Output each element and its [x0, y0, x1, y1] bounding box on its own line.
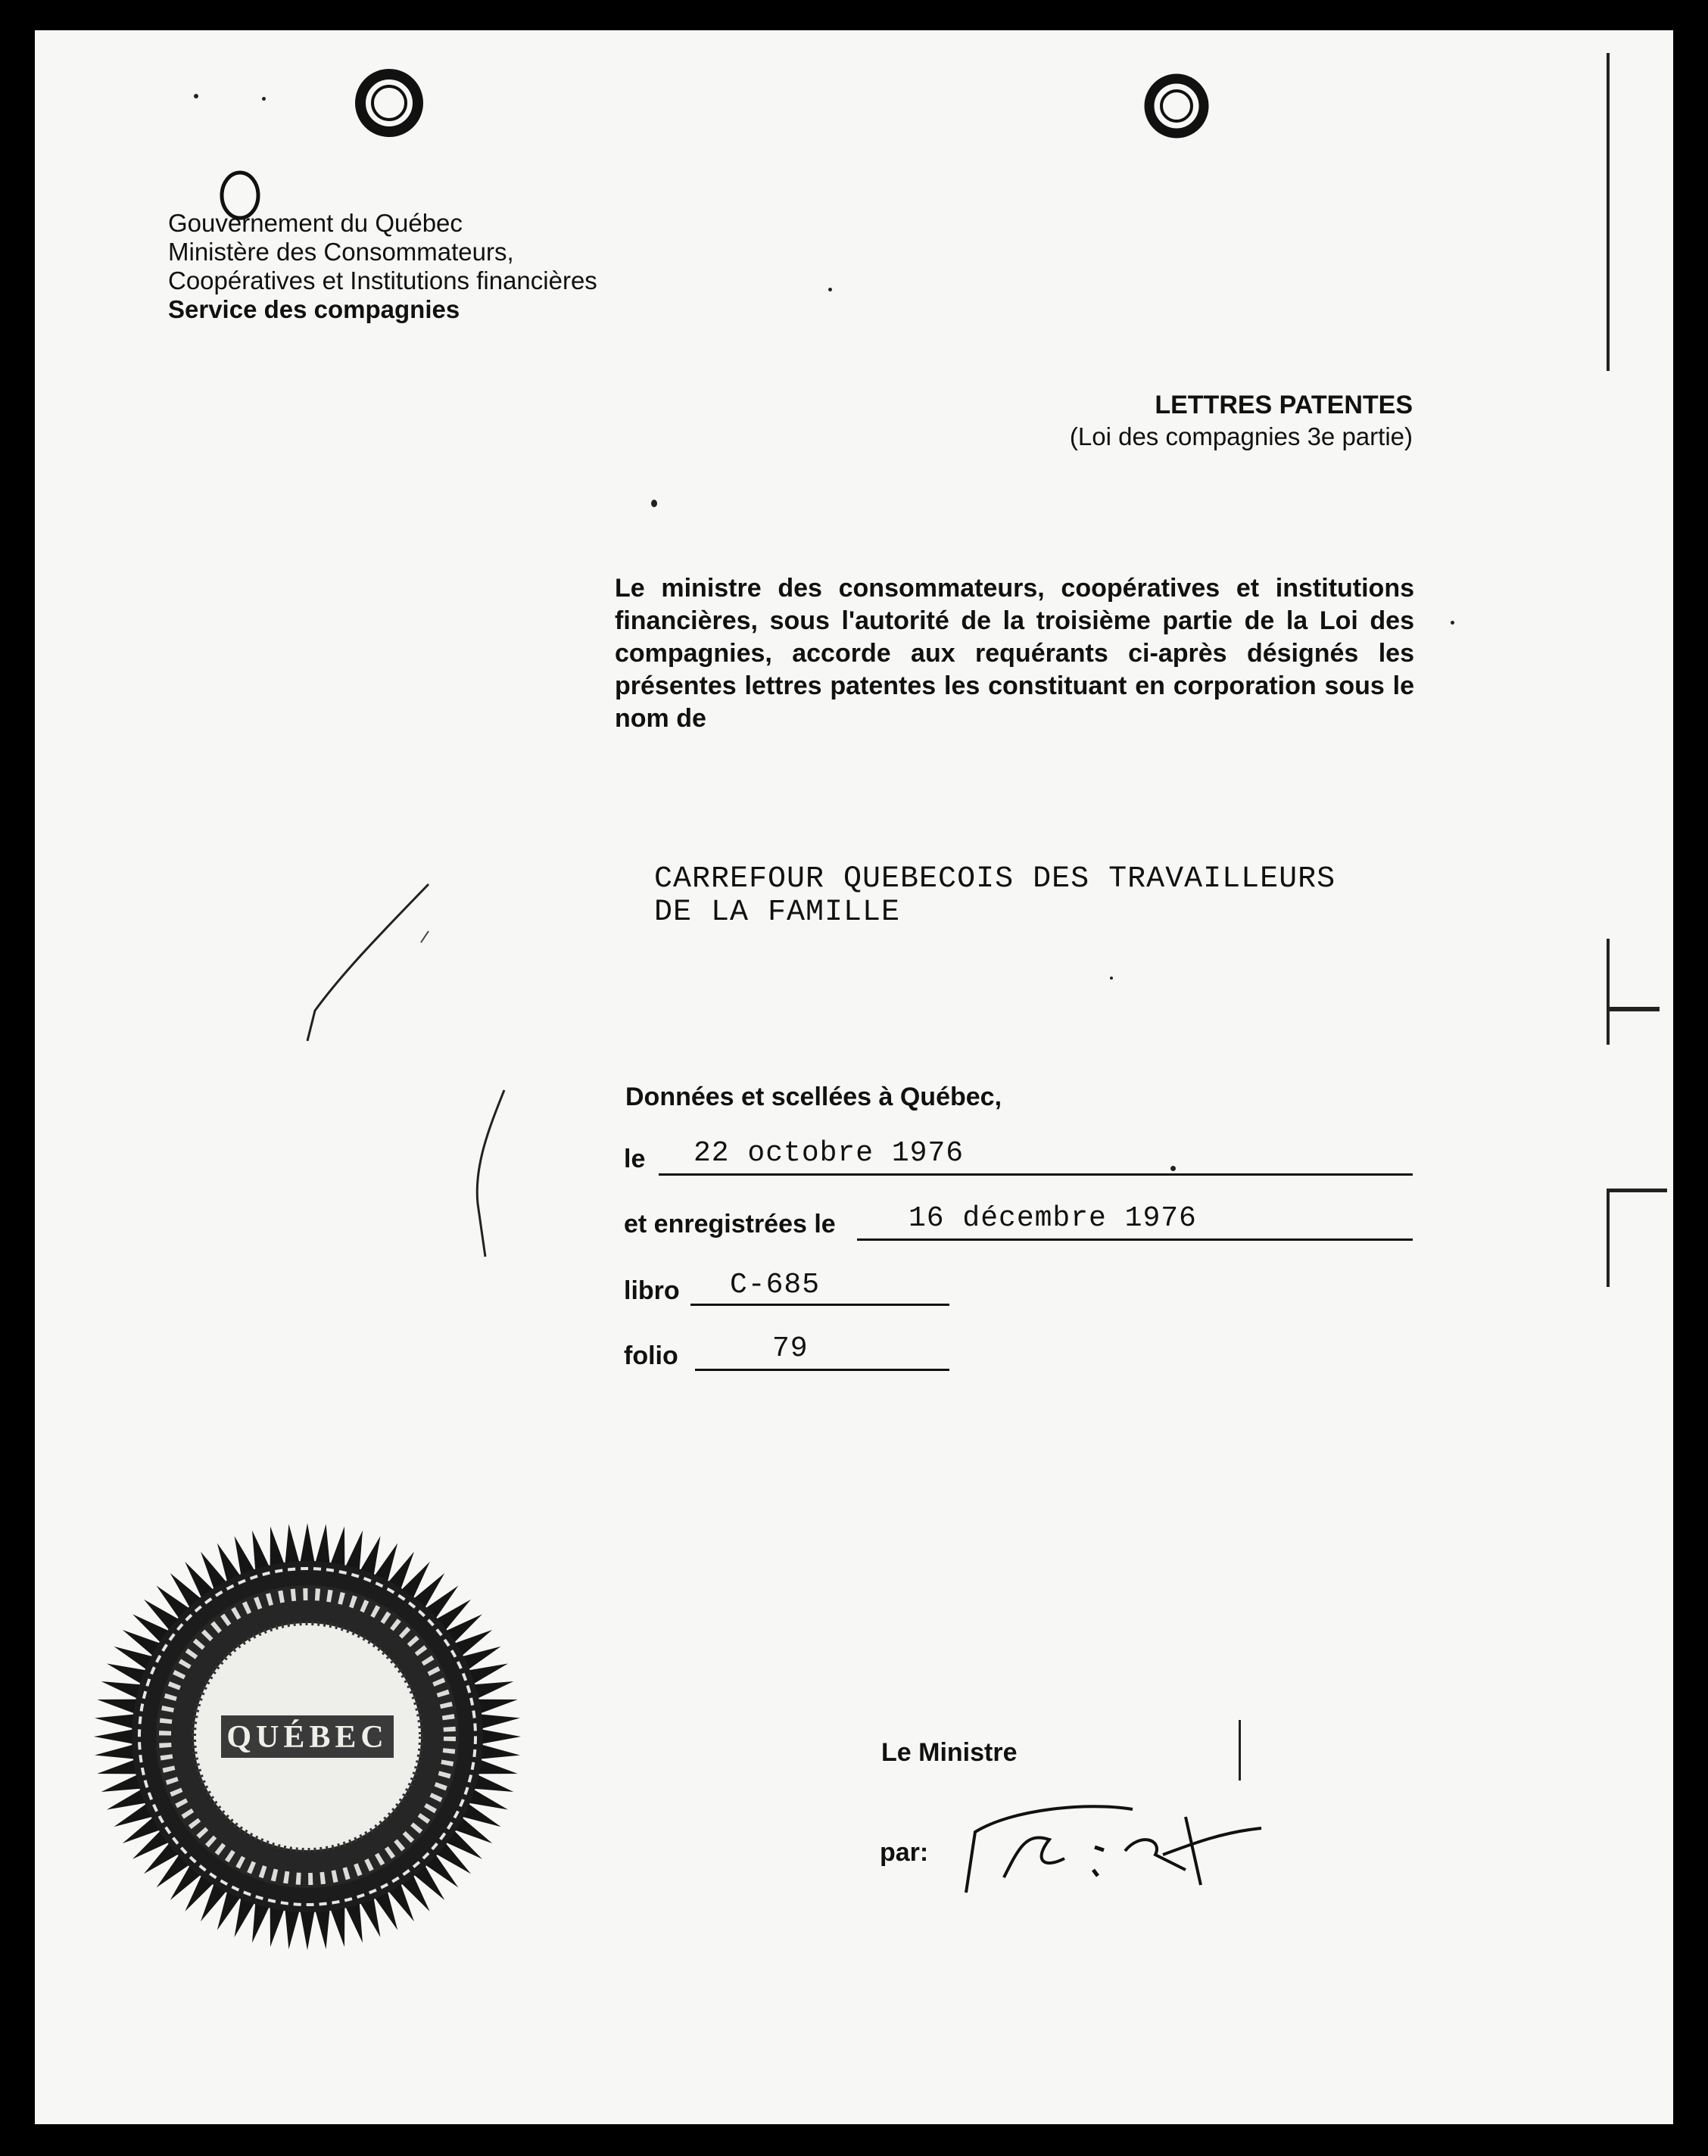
seal-tooth — [94, 1729, 135, 1744]
ink-speck — [1110, 977, 1113, 980]
punch-hole-icon — [350, 64, 429, 142]
registered-rule — [857, 1238, 1413, 1241]
ink-speck — [1451, 621, 1454, 625]
signature-by-label: par: — [880, 1838, 929, 1867]
seal-tooth — [285, 1908, 300, 1949]
page-edge-mark — [1607, 53, 1610, 371]
corporation-name-line1: CARREFOUR QUEBECOIS DES TRAVAILLEURS — [654, 862, 1336, 896]
document-subtitle: (Loi des compagnies 3e partie) — [1069, 422, 1413, 450]
signature-scrawl-icon — [936, 1787, 1269, 1900]
seal-tooth — [476, 1700, 518, 1715]
seal-tooth — [315, 1524, 330, 1566]
header-government: Gouvernement du Québec — [168, 209, 463, 237]
minister-title: Le Ministre — [881, 1738, 1018, 1767]
libro-rule — [690, 1304, 949, 1306]
seal-tooth — [300, 1523, 315, 1564]
ink-speck — [1170, 1166, 1176, 1171]
registered-label: et enregistrées le — [624, 1210, 836, 1238]
pen-stroke-mark — [277, 871, 444, 1052]
seal-tooth — [300, 1909, 315, 1950]
header-ministry: Ministère des Consommateurs, — [168, 238, 514, 266]
official-seal-icon — [88, 1517, 527, 1956]
seal-tooth — [97, 1700, 139, 1715]
libro-label: libro — [624, 1276, 680, 1305]
page-edge-mark — [1607, 1007, 1660, 1011]
grant-paragraph: Le ministre des consommateurs, coopératives et institutions financières, sous l'autorité de la troisième partie de la Loi des compagnies, accorde aux requérants ci-après désignés les présentes lettres patentes les constituant en corporation sous le nom de — [615, 574, 1414, 733]
pen-stroke-mark — [459, 1083, 519, 1264]
ink-speck — [194, 94, 198, 98]
seal-tooth — [315, 1908, 330, 1949]
seal-tooth — [95, 1714, 136, 1729]
seal-tooth — [95, 1744, 136, 1759]
date-label: le — [624, 1145, 646, 1173]
seal-tooth — [330, 1526, 345, 1568]
seal-tooth — [285, 1524, 300, 1566]
seal-tooth — [330, 1905, 345, 1947]
page-edge-mark — [1607, 939, 1610, 1045]
given-sealed-label: Données et scellées à Québec, — [625, 1083, 1002, 1111]
document-title: LETTRES PATENTES — [1155, 391, 1413, 419]
registered-value: 16 décembre 1976 — [909, 1202, 1197, 1235]
date-value: 22 octobre 1976 — [693, 1137, 965, 1170]
seal-center-text: QUÉBEC — [226, 1720, 388, 1755]
seal-tooth — [480, 1729, 521, 1744]
folio-rule — [695, 1369, 949, 1371]
folio-value: 79 — [772, 1332, 809, 1365]
title-block — [792, 389, 1413, 453]
folio-label: folio — [624, 1341, 678, 1370]
ink-speck — [651, 500, 657, 507]
header-service: Service des compagnies — [168, 295, 460, 323]
corporation-name-line2: DE LA FAMILLE — [654, 896, 901, 930]
header-block — [168, 209, 597, 324]
seal-tooth — [476, 1759, 518, 1774]
seal-tooth — [478, 1744, 520, 1759]
date-rule — [659, 1173, 1413, 1176]
libro-value: C-685 — [730, 1269, 821, 1301]
seal-tooth — [478, 1714, 520, 1729]
page-edge-mark — [1607, 1189, 1610, 1287]
corporation-name — [654, 863, 1336, 930]
ink-speck — [828, 288, 832, 291]
ink-speck — [262, 97, 266, 101]
document-page — [35, 30, 1673, 2124]
punch-hole-icon — [1137, 67, 1216, 145]
seal-tooth — [97, 1759, 139, 1774]
seal-tooth — [270, 1526, 285, 1568]
page-edge-mark — [1607, 1189, 1667, 1192]
header-ministry-continued: Coopératives et Institutions financières — [168, 266, 597, 294]
seal-tooth — [270, 1905, 285, 1947]
signature-stroke-mark — [1239, 1720, 1241, 1781]
